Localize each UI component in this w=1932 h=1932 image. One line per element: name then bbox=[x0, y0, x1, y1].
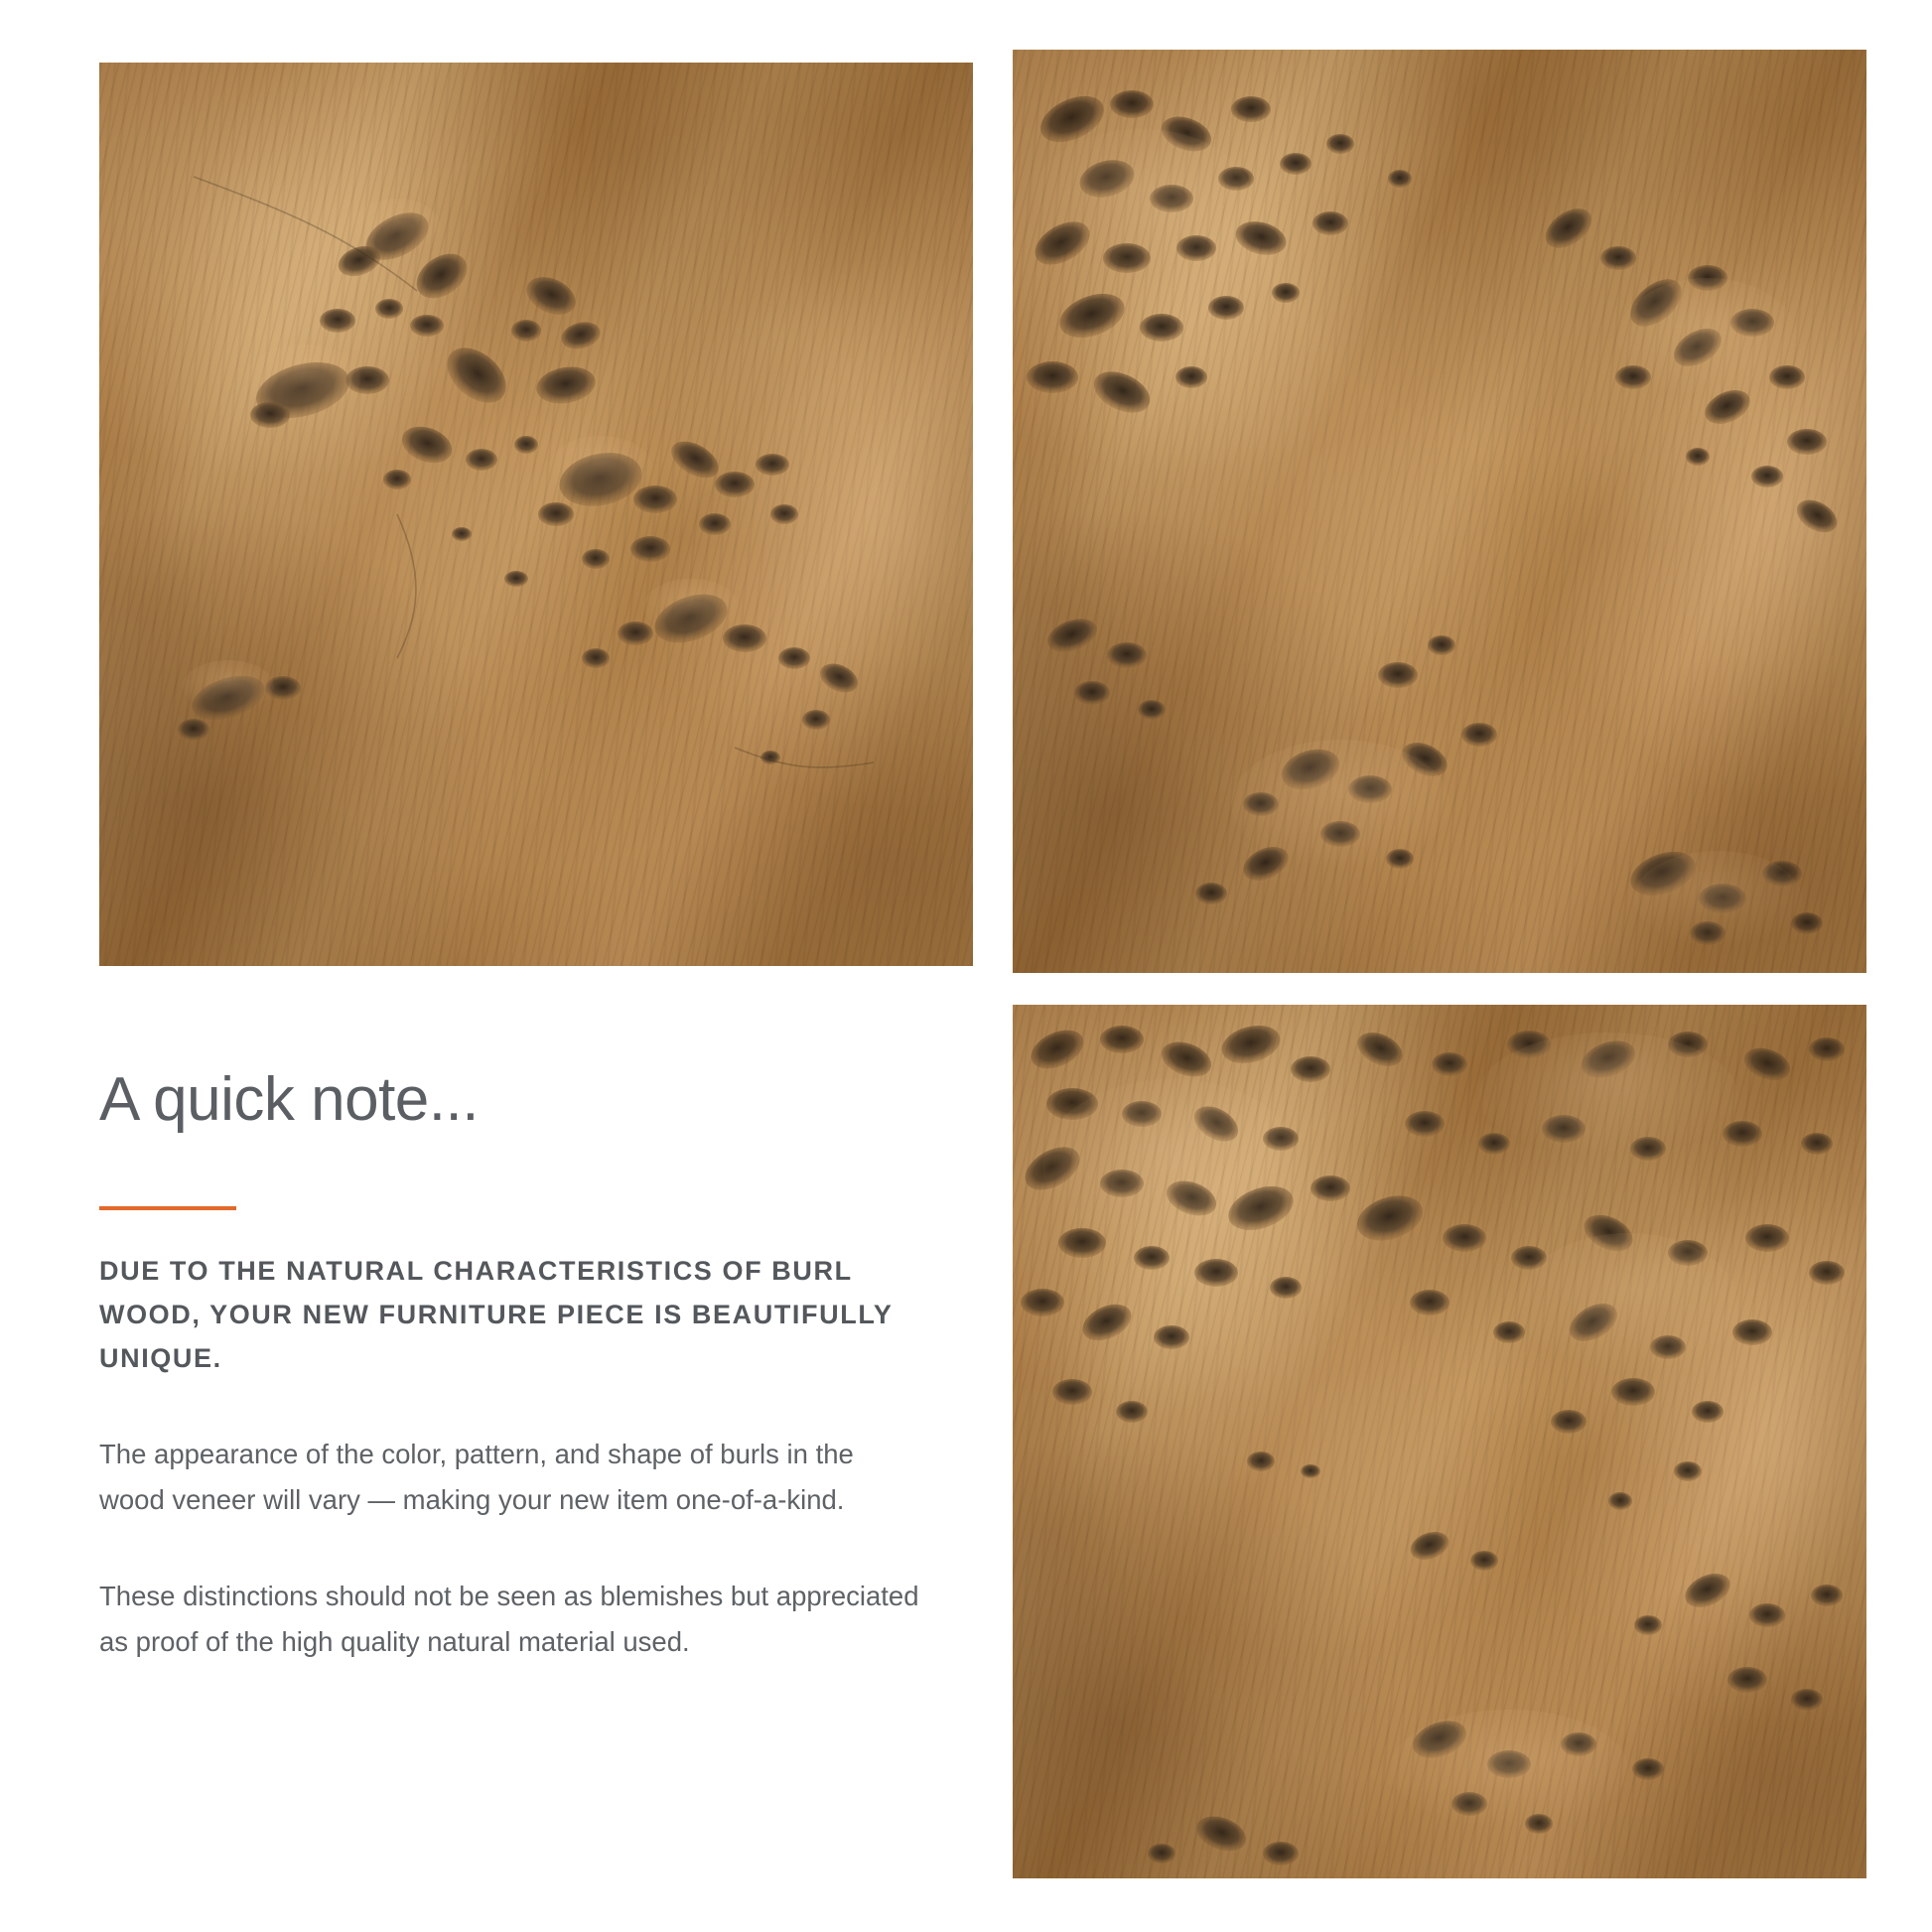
burl-cluster-layer bbox=[99, 63, 973, 966]
note-paragraph-1: The appearance of the color, pattern, and shape of burls in the wood veneer will vary — making your new item one-of-a-kind. bbox=[99, 1439, 854, 1516]
burl-wood-swatch-top-left bbox=[99, 63, 973, 966]
note-paragraph-2: These distinctions should not be seen as blemishes but appreciated as proof of the high quality natural material used. bbox=[99, 1580, 919, 1657]
note-lead-text: DUE TO THE NATURAL CHARACTERISTICS OF BURL WOOD, YOUR NEW FURNITURE PIECE IS BEAUTIFULLY UNIQUE. bbox=[99, 1256, 894, 1373]
page-title: A quick note... bbox=[99, 1065, 479, 1134]
burl-cluster-layer bbox=[1013, 50, 1866, 973]
accent-divider bbox=[99, 1206, 236, 1210]
quick-note-block bbox=[99, 1067, 923, 1665]
burl-cluster-layer bbox=[1013, 1005, 1866, 1878]
burl-wood-swatch-bottom-right bbox=[1013, 1005, 1866, 1878]
burl-wood-swatch-top-right bbox=[1013, 50, 1866, 973]
